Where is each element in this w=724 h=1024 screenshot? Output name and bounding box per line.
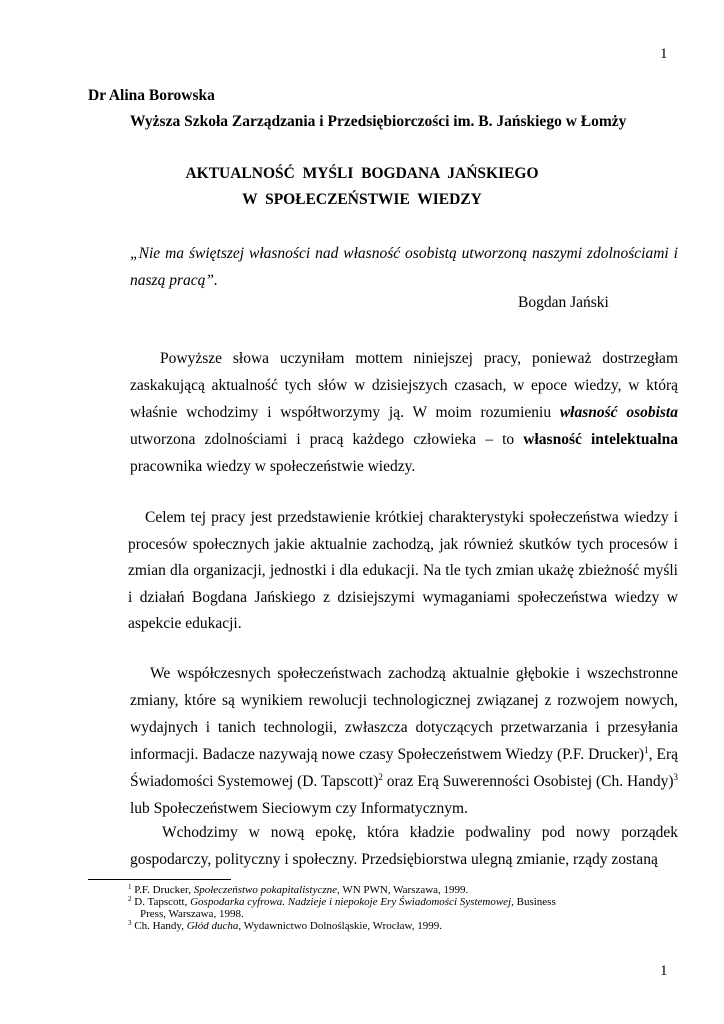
title-line-2: W SPOŁECZEŃSTWIE WIEDZY (242, 191, 482, 208)
footnote-3: $^3$ Ch. Handy, Głód ducha, Wydawnictwo Dolnośląskie, Wrocław, 1999. (128, 919, 443, 932)
title-line-1: AKTUALNOŚĆ MYŚLI BOGDANA JAŃSKIEGO (185, 165, 539, 182)
footnote-2-continued: Press, Warszawa, 1998. (140, 908, 244, 920)
footnotes (128, 884, 688, 932)
emphasis-personal-property: własność osobista (559, 404, 678, 421)
author-name: Dr Alina Borowska (88, 87, 215, 104)
footnote-separator (88, 879, 231, 880)
epigraph-quote: „Nie ma świętszej własności nad własność osobistą utworzoną naszymi zdolnościami i naszą pracą”. (130, 245, 678, 289)
paragraph-4: Wchodzimy w nową epokę, która kładzie podwaliny pod nowy porządek gospodarczy, polityczny i społeczny. Przedsiębiorstwa ulegną zmianie, rządy zostaną (130, 824, 678, 868)
author-affiliation: Wyższa Szkoła Zarządzania i Przedsiębiorczości im. B. Jańskiego w Łomży (130, 113, 627, 130)
footnote-1: $^1$ P.F. Drucker, Społeczeństwo pokapitalistyczne, WN PWN, Warszawa, 1999. (128, 883, 469, 896)
footer-page-number: 1 (660, 963, 668, 979)
paragraph-3: We współczesnych społeczeństwach zachodzą aktualnie głębokie i wszechstronne zmiany, które są wynikiem rewolucji technologicznej związanej z rozwojem nowych, wydajnych i tanich technologii, zwłaszcza dotyczących przetwarzania i przesyłania informacji. Badacze nazywają nowe czasy Społeczeństwem Wiedzy (P.F. Drucker)$^1$, Erą Świadomości Systemowej (D. Tapscott)$^2$ oraz Erą Suwerenności Osobistej (Ch. Handy)$^3$ lub Społeczeństwem Sieciowym czy Informatycznym. (130, 665, 678, 817)
footnote-2: $^2$ D. Tapscott, Gospodarka cyfrowa. Nadzieje i niepokoje Ery Świadomości Systemowej, Business (128, 895, 556, 908)
emphasis-intellectual-property: własność intelektualna (523, 431, 678, 448)
paragraph-2: Celem tej pracy jest przedstawienie krótkiej charakterystyki społeczeństwa wiedzy i procesów społecznych jakie aktualnie zachodzą, jak również skutków tych procesów i zmian dla organizacji, jednostki i dla edukacji. Na tle tych zmian ukażę zbieżność myśli i działań Bogdana Jańskiego z dzisiejszymi wymaganiami społeczeństwa wiedzy w aspekcie edukacji. (128, 509, 678, 632)
footnote-ref-1[interactable]: 1 (644, 745, 649, 755)
epigraph-author: Bogdan Jański (518, 294, 609, 311)
header-page-number: 1 (660, 46, 668, 62)
footnote-ref-3[interactable]: 3 (673, 772, 678, 782)
footnote-ref-2[interactable]: 2 (378, 772, 383, 782)
paragraph-1: Powyższe słowa uczyniłam mottem niniejszej pracy, ponieważ dostrzegłam zaskakującą aktualność tych słów w dzisiejszych czasach, w epoce wiedzy, w którą właśnie wchodzimy i współtworzymy ją. W moim rozumieniu własność osobista utworzona zdolnościami i pracą każdego człowieka – to własność intelektualna pracownika wiedzy w społeczeństwie wiedzy. (130, 350, 678, 475)
